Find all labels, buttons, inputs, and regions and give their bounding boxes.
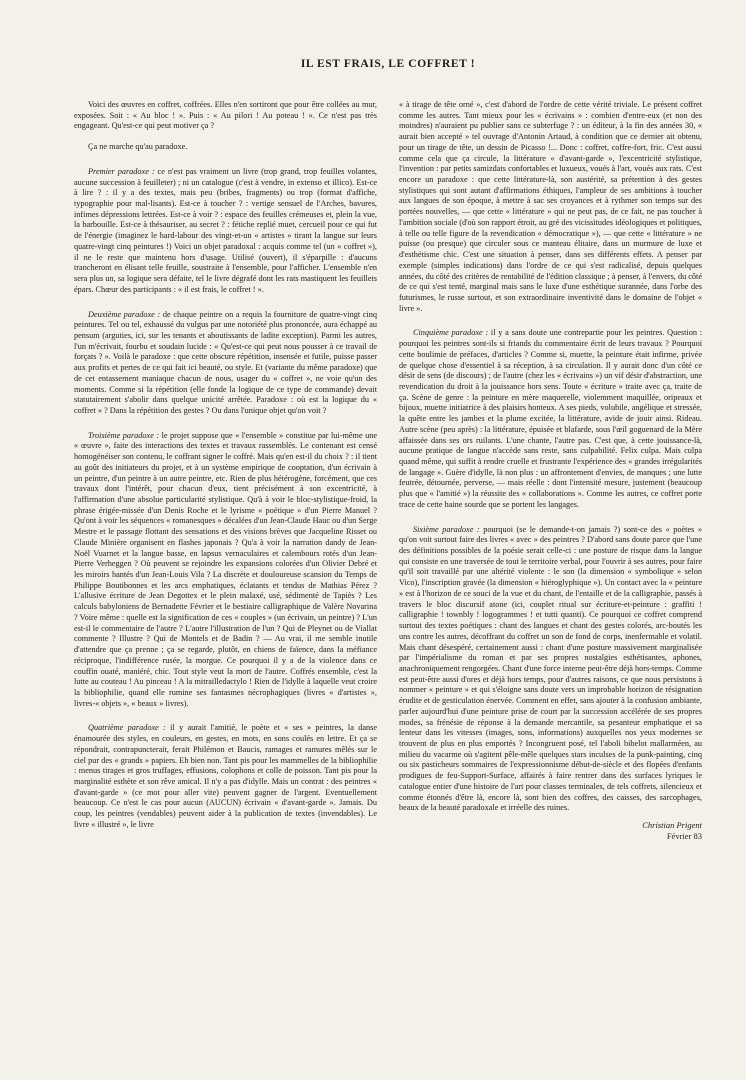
paradox-2-paragraph (74, 310, 377, 417)
paradox-2-text: de chaque peintre on a requis la fourniture de quatre-vingt cinq peintures. Tel ou tel, exhaussé du vulgus par une notoriété plus prononcée, aura échappé au pensum (arguties, ici, sur les tenants et aboutissants de ladite exception). Parmi les autres, l'un m'écrivait, fourbu et soudain lucide : « Qu'est-ce qui peut nous pousser à ce travail de forçats ? ». Voilà le paradoxe : que cette obscure répétition, insensée et futile, puisse passer aux profits et pertes de ce qui fait ici beauté, ou style. Et (variante du même paradoxe) que de cet entassement maniaque chacun de nous, usager du « coffret », ne voie qu'un des moments. Comme si la répétition (elle fonde la logique de ce type de commande) devait statutairement s'abolir dans quelque unicité arrêtée. Paradoxe : où est la logique du « coffret » ? Dans la répétition des gestes ? Ou dans l'unique objet qu'on voit ? (74, 309, 377, 415)
paradox-6-text: pourquoi (se le demande-t-on jamais ?) sont-ce des « poètes » qu'on voit surtout faire des livres « avec » des peintres ? D'abord sans doute parce que l'une des définitions possibles de la poésie serait celle-ci : une posture de risque dans la langue qui consiste en une traversée de tout le territoire verbal, pour l'ouvrir à ses autres, pour faire qu'il soit travaillé par une altérité violente : le son (la dimension « symbolique » selon Vico), l'inscription gravée (la dimension « hiéroglyphique »). Un contact avec la « peinture » est à l'horizon de ce souci de la vue et du chant, de l'entaille et de la calligraphie, passés à travers le bloc discursif atone (ici, couplet ritual sur écriture-et-peinture : graffiti ! calligraphie ! townbly ! logogrammes ! et tutti quanti). Ce pourquoi ce coffret comprend surtout des textes poétiques : chant des langues et chant des gestes colorés, arc-boutés les uns contre les autres, décoffrant du coffret un son de fond de corps, inenfermable et volatil. Mais chant désespéré, certainement aussi : chant d'une posture massivement marginalisée par l'impérialisme du roman et par ses propres nostalgies esthétisantes, aphones, anachroniquement rengorgées. Chant d'une force interne peut-être déjà hors-temps. Comme est peut-être aussi d'ores et déjà hors temps, pour d'autres raisons, ce que nous persistons à nommer « peinture » et qui s'éloigne sans doute vers un improbable horizon de résignation érudite et de gesticulation énervée. Comment en effet, sans ajouter à la confusion ambiante, parler aujourd'hui d'une peinture prise de court par la succession accélérée de ses propres modes, sa frénésie de réponse à la demande mercantile, sa pesanteur emphatique et sa lenteur dans les vitesses (images, sons, informations) auxquelles nos yeux modernes se trouvent de plus en plus emportés ? Incongruent posé, tel l'aboli bibelot mallarméen, au milieu du vacarme où s'agitent pêle-mêle quelques stars inculses de la punk-painting, cinq ou six pasticheurs sommaires de l'expressionnisme début-de-siècle et des flopées d'enfants prodigues de feu-Support-Surface, affairés à faire rentrer dans des surfaces lyriques le catalogue entier d'une histoire de l'art pour classes terminales, de tels coffrets, silencieux et comme étonnés d'être là, encore là, sont bien des coffres, des caisses, des sarcophages, beaux de la beauté paradoxale et irréelle des ruines. (399, 524, 702, 813)
paradox-4-text: il y aurait l'amitié, le poète et « ses » peintres, la danse énamourée des styles, en couleurs, en gestes, en mots, en sons coulés en lettre. Et ça se répondrait, contrapuncterait, ferait Philémon et Baucis, ramages et ramures mêlés sur le ciel pur des « grands » papiers. Eh bien non. Tant pis pour les mammelles de la bibliophilie : menus tirages et gros truffages, effusions, colophons et colle de poisson. Tant pis pour la marginalité esthète et son rêve amical. Il n'y a pas d'idylle. Mais un contrat : des peintres « d'avant-garde » (ce mot pour aller vite) peuvent gagner de l'argent. Eventuellement beaucoup. Ce n'est le cas pour aucun (AUCUN) écrivain « d'avant-garde ». Jamais. Du coup, les peintres (vendables) peuvent aider à la publication de textes (invendables). Le livre « illustré », le livre (74, 723, 377, 829)
intro-paragraph: Voici des œuvres en coffret, coffrées. Elles n'en sortiront que pour être collées au mur, exposées. Soit : « Au bloc ! ». Puis : « Au pilori ! Au poteau ! ». Ce n'est pas très engageant. Qu'est-ce qui peut motiver ça ? (74, 100, 377, 131)
signature-block (399, 820, 702, 842)
paradox-5-heading: Cinquième paradoxe : (413, 328, 489, 338)
left-column (74, 100, 377, 1060)
paradox-5-text: il y a sans doute une contrepartie pour les peintres. Question : pourquoi les peintres sont-ils si friands du commentaire écrit de leurs travaux ? Pourquoi cette boulimie de préfaces, d'articles ? Comme si, muette, la peinture était infirme, privée de quelque chose d'essentiel à sa réception, à sa circulation. Il y aurait donc d'un côté ce désir de sens (de discours) ; de l'autre (chez les « écrivains ») un vif désir d'abstraction, une revendication du droit à la jouissance hors sens. Toute « écriture » traite avec ça, traite de ça. Scène de genre : la peinture en mère maquerelle, violemment maquillée, oripeaux et bijoux, muette initiatrice à des plaisirs honteux. A ses pieds, volubile, angélique et stressée, la quête entre les jambes et la plume excitée, la littérature, avide de jouir ainsi. Rideau. Autre scène (peu après) : la littérature, épuisée et blafarde, sous l'œil goguenard de la Mère affaissée dans ses ors ruilants. L'une chante, l'autre pas. C'est que, à cette jouissance-là, aucune pratique de langue n'accède sans reste, sans culpabilité. Felix culpa. Mais culpa quand même, qui suffit à rendre cruelle et frustrante l'expérience des « grandes irrégularités de langage ». Guère d'idylle, là non plus : un affrontement d'envies, de manques ; une lutte feutrée, détournée, perverse, — mais réelle : dont l'intensité mesure, justement (beaucoup plus que « l'amitié ») la réussite des « collaborations ». Comme les autres, ce coffret porte trace de cette haine sourde que se portent les langages. (399, 328, 702, 509)
paradox-1-text: ce n'est pas vraiment un livre (trop grand, trop feuilles volantes, aucune succession à feuilleter) ; ni un catalogue (c'est à vendre, in extenso et illico). Est-ce à lire ? : il y a des textes, mais peu (bribes, fragments) ou trop (format d'affiche, typographie pour mal-lisants). Est-ce à toucher ? : vertige sensuel de l'Arches, bavures, infimes dépressions lettrées. Est-ce à voir ? : espace des feuilles crémeuses et, plein la vue, la barbouille. Est-ce à thésauriser, au secret ? : fétiche replié muet, cercueil pour ce qui fut de l'énergie (imaginez le hard-labour des vingt-et-un « artistes » tirant la langue sur leurs quatre-vingt cinq peintures !) Voici un objet paradoxal : acquis comme tel (un « coffret »), il ne le reste que maintenu hors d'usage. Utilisé (ouvert), il s'éparpille : d'aucuns trancheront en élisant telle feuille, soustraite à l'ensemble, pour l'afficher. L'ensemble n'en sera plus un, sa logique sera défaite, tel le livre dégrafé dont les rats mastiquent les feuillets épars. Chœur des participants : « il est frais, le coffret ! ». (74, 166, 377, 294)
paradox-3-heading: Troisième paradoxe : (88, 430, 160, 440)
paradox-4-heading: Quatrième paradoxe : (88, 723, 166, 733)
paradox-1-paragraph (74, 167, 377, 296)
signature-date: Février 83 (666, 831, 702, 842)
article-body (74, 100, 702, 1060)
paradox-6-paragraph (399, 525, 702, 814)
intro-line: Ça ne marche qu'au paradoxe. (88, 142, 188, 152)
paradox-6-heading: Sixième paradoxe : (413, 524, 480, 534)
paradox-1-heading: Premier paradoxe : (88, 166, 155, 176)
article-title: IL EST FRAIS, LE COFFRET ! (300, 58, 476, 70)
paradox-4-continuation: « à tirage de tête orné », c'est d'abord de l'ordre de cette vérité triviale. Le présent coffret comme les autres. Tant mieux pour les « écrivains » : combien d'entre-eux (et non des moindres) n'auraient pu publier sans ce subterfuge ? : un éditeur, à la fin des années 30, « aurait bien accepté » tel ouvrage d'Antonin Artaud, à condition que ce dernier ait obtenu, pour un tirage de tête, un dessin de Picasso !... Donc : coffret, coffre-fort, fric. C'est aussi comme cela que ça circule, la littérature « d'avant-garde », l'excentricité stylistique, l'invention : par petits samizdats confortables et luxueux, voués à l'art, voués aux rats. C'est encore un paradoxe : que cette littérature-là, son austérité, sa prétention à des gestes stylistiques qui sont autant d'affirmations éthiques, l'ampleur de ses ambitions à toucher aux langues de son époque, à mettre à sac ses croyances et à rythmer son temps sur des portées nouvelles, — que cette « littérature » qui ne peut pas, de ce fait, ne pas toucher à l'ambition sociale (d'où son rapport étroit, au gré des vicissitudes idéologiques et politiques, à telle ou telle figure de la revendication « démocratique »), — que cette « littérature » ne puisse (ou presque) que circuler sous ce manteau élitaire, dans un murmure de luxe et d'esthétisme chic. C'est une situation à penser, dans ses différents effets. A penser par exemple (simples indications) dans l'ordre de ce qui s'est radicalisé, depuis quelques années, du côté des critères de rentabilité de l'édition classique ; à penser, à l'envers, du côté de ce qui s'est tenté, marginal mais sans le luxe d'une esthétique surannée, dans l'orbe des futurismes, le russe surtout, et son extraordinaire inventivité dans le domaine de l'objet « livre ». (399, 100, 702, 313)
paradox-5-paragraph (399, 328, 702, 510)
right-column (399, 100, 702, 1060)
paradox-3-paragraph (74, 431, 377, 710)
author-signature: Christian Prigent (642, 820, 702, 830)
paradox-4-paragraph (74, 723, 377, 830)
paradox-3-text: le projet suppose que « l'ensemble » constitue par lui-même une « œuvre », faite des interactions des textes et travaux rassemblés. Le contenant est censé homogénéiser son contenu, le coffrant signer le coffré. Mais qu'en est-il du choix ? : il tient au goût des initiateurs du projet, et à un système empirique de cooptation, d'un écrivain à un peintre, d'un peintre à un autre peintre, etc. Rien de plus hétérogène, forcément, que ces travaux dont l'intérêt, pour chacun d'eux, tient précisément à son excentricité, à l'affirmation d'une absolue particularité stylistique. Qu'à à voir le bloc-stylistique-froid, la phrase érigée-missée d'un Denis Roche et le lyrisme « poétique » d'un Pierre Manuel ? Qu'ont à voir les séquences « romanesques » décalées d'un Jean-Claude Hauc ou d'un Serge Mestre et le passage flottant des sensations et des visions brèves que Jacqueline Risset ou Claude Minière organisent en flashes japonais ? Qu'a à voir la narration dandy de Jean-Noël Vuarnet et la langue basse, en lapsus vernaculaires et calembours rotés d'un Jean-Pierre Verheggen ? Où peuvent se rejoindre les expansions colorées d'un Olivier Debré et les miroirs hantés d'un Jean-Louis Vila ? La discrète et douloureuse scansion du Temps de Philippe Boutibonnes et les arcs emphatiques, éclatants et tendus de Mathias Pérez ? L'allusive écriture de Jean Degottex et le plein malaxé, usé, sédimenté de Tapiès ? Les calculs babyloniens de Bernadette Février et le bestiaire calligraphique de Valère Novarina ? Voire même : quelle est la signification de ces « couples » (un écrivain, un peintre) ? L'un est-il le commentaire de l'autre ? L'autre l'illustration de l'un ? Qui de Pleynet ou de Viallat commente ? Illustre ? Qui de Montels et de Badin ? — Au vrai, il me semble inutile d'attendre que ça prenne ; ça se regarde, plutôt, en chiens de faïence, dans la méfiance réciproque, l'indifférence rusée, la morgue. Ce pourquoi il y a de la violence dans ce couffin ouaté, maniéré, chic. Tout style veut la mort de l'autre. Coffrés ensemble, c'est la lutte au couteau ! Au pinceau ! A la mitrailledactylo ! Rien de l'idylle à laquelle veut croire la bibliophilie, quand elle rumine ses fantasmes nécrophagiques (livres « d'artistes », livres-« objets », « beaux » livres). (74, 430, 377, 708)
paradox-2-heading: Deuxième paradoxe : (88, 309, 161, 319)
